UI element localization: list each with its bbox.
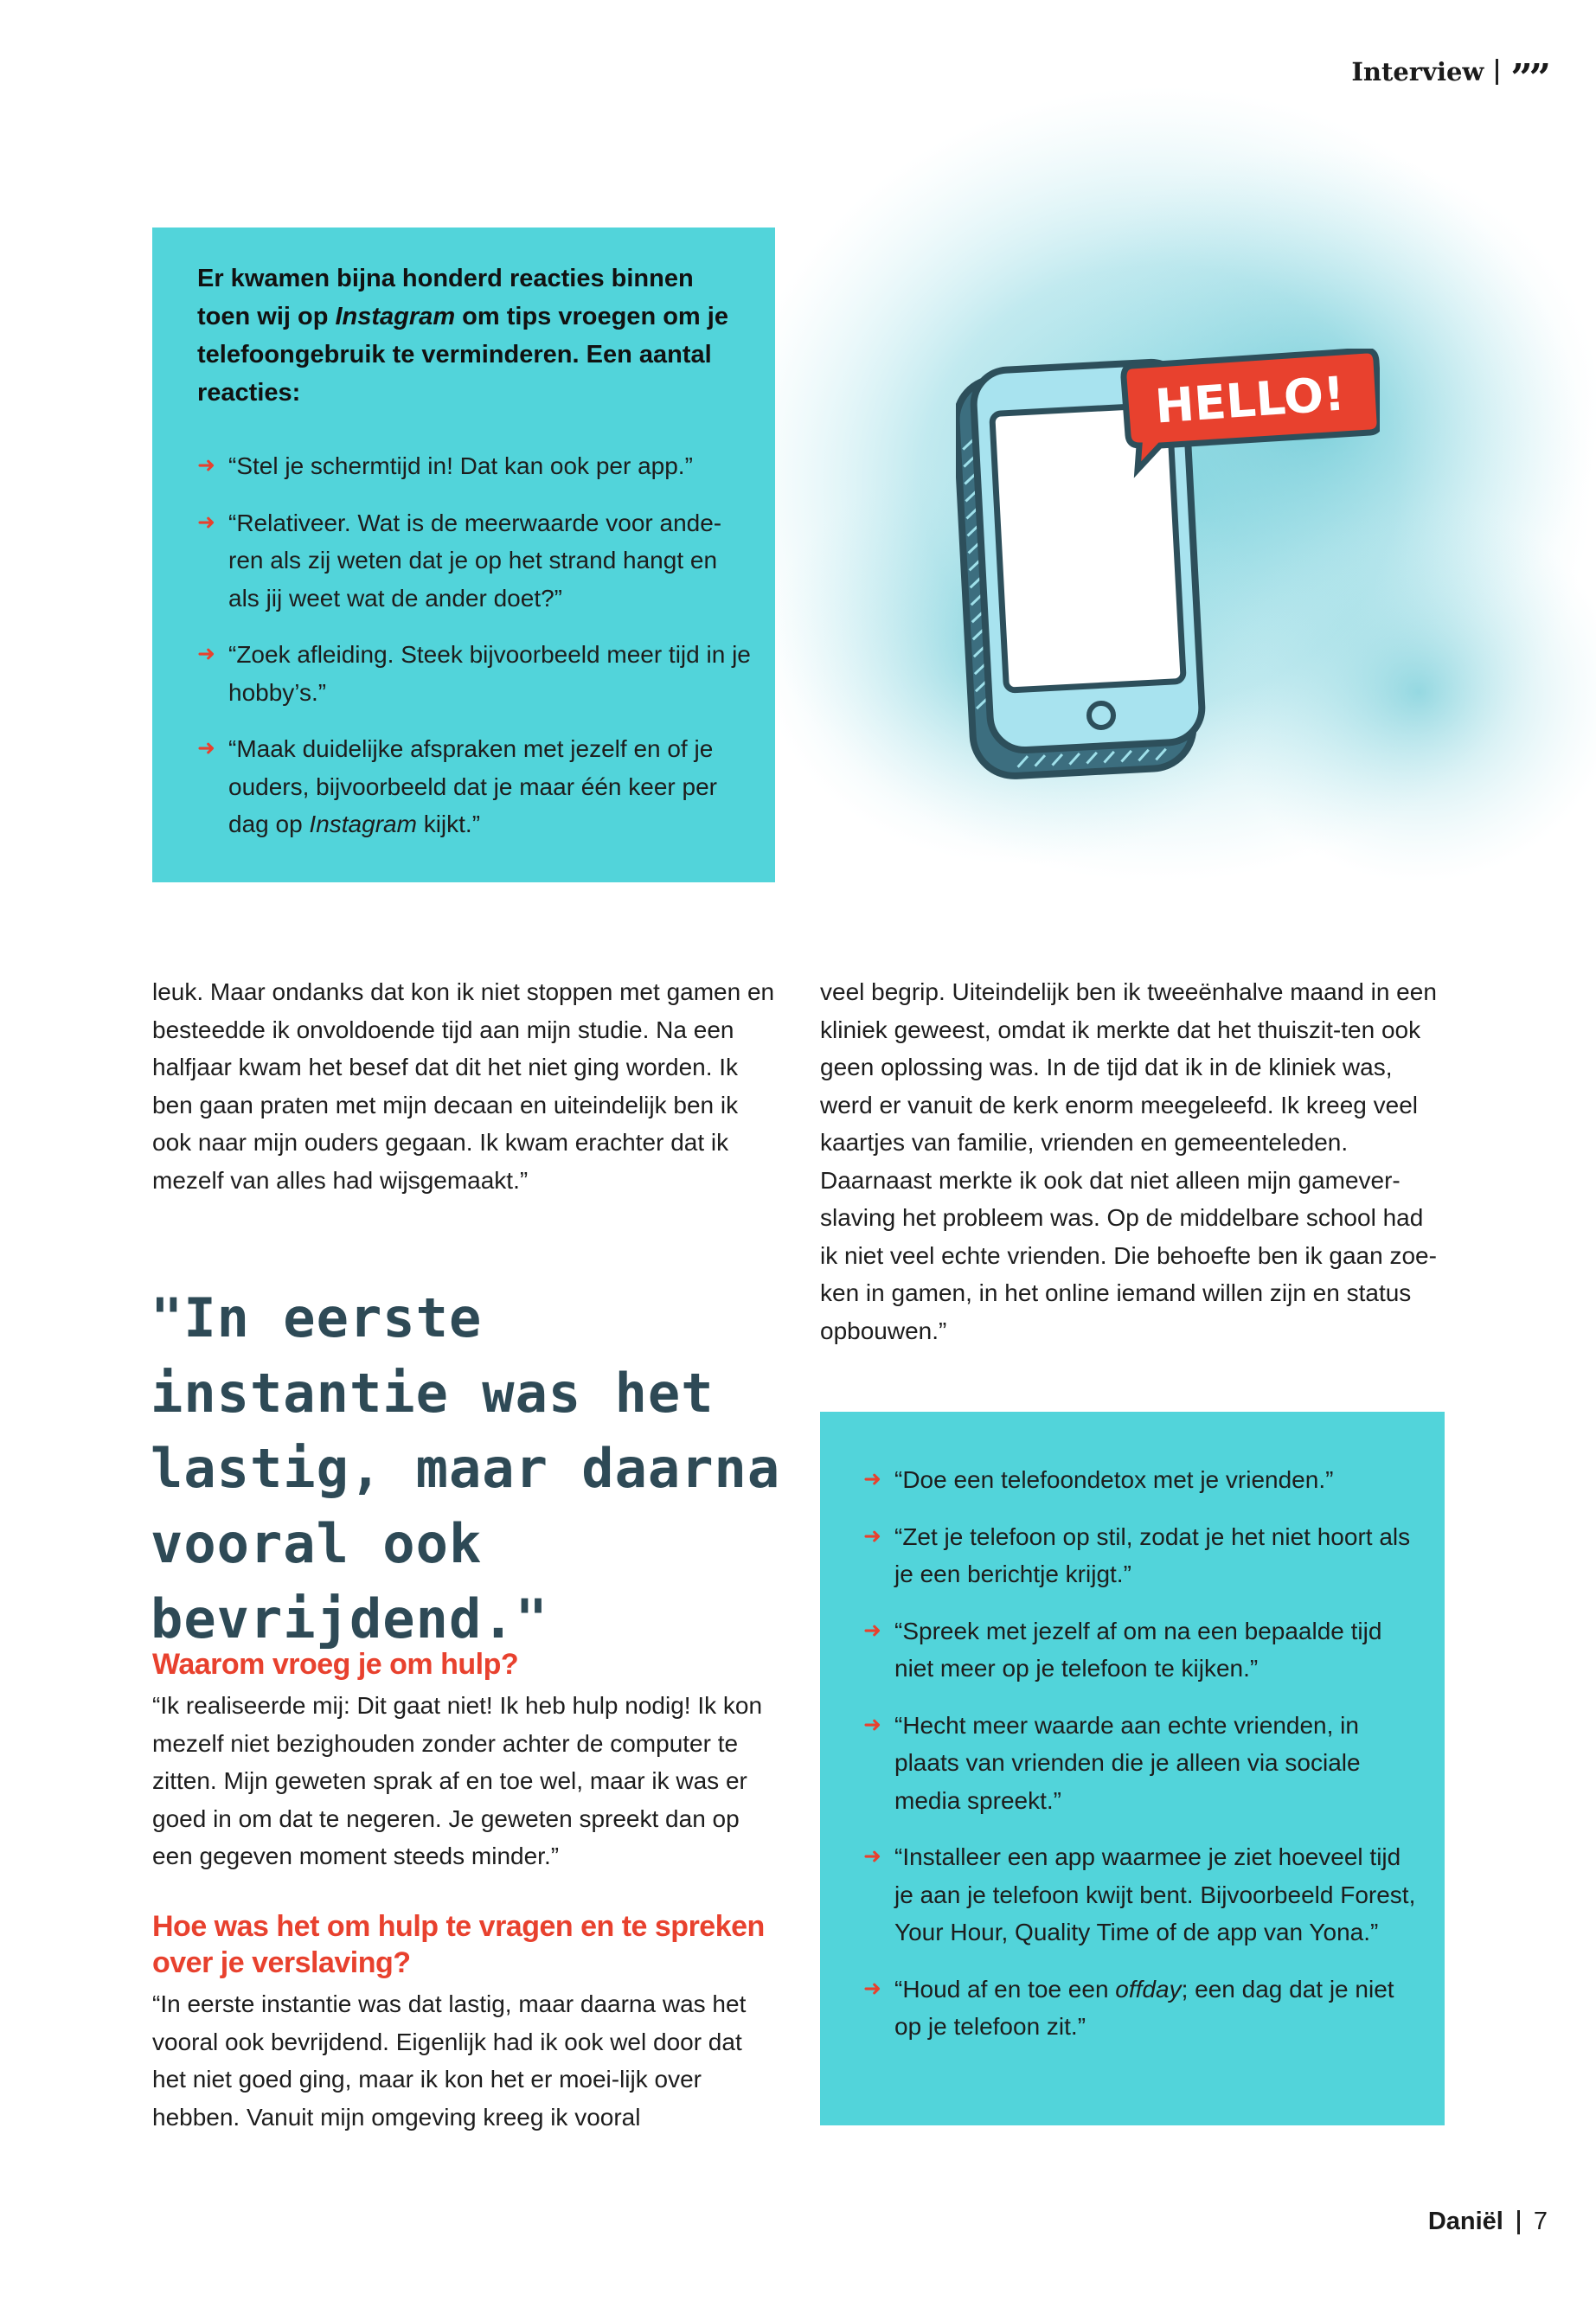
interview-question-2: Hoe was het om hulp te vragen en te spreken over je verslaving? — [152, 1910, 765, 1979]
header-divider — [1496, 59, 1498, 85]
phone-tips-list — [863, 1461, 1417, 2065]
article-column-left-top: leuk. Maar ondanks dat kon ik niet stoppen met gamen en besteedde ik onvoldoende tijd aan mijn studie. Na een halfjaar kwam het besef dat dit het niet ging worden. Ik ben gaan praten met mijn decaan en uiteindelijk ben ik ook naar mijn ouders gegaan. Ik kwam erachter dat ik mezelf van alles had wijsgemaakt.” — [152, 978, 775, 1194]
list-item: ➜ “Zoek afleiding. Steek bijvoorbeeld meer tijd in je hobby’s.” — [197, 636, 751, 711]
list-item: ➜ “Hecht meer waarde aan echte vrienden, in plaats van vrienden die je alleen via sociale media spreekt.” — [863, 1707, 1417, 1820]
interview-answer-2: “In eerste instantie was dat lastig, maar daarna was het vooral ook bevrijdend. Eigenlijk had ik ook wel door dat het niet goed ging, maar ik kon het er moei-lijk over hebben. Vanuit mijn omgeving kreeg ik vooral — [152, 1990, 747, 2131]
article-column-right-top: veel begrip. Uiteindelijk ben ik tweeënhalve maand in een kliniek geweest, omdat ik merkte dat het thuiszit-ten ook geen oplossing was. In de tijd dat ik in de kliniek was, werd er vanuit de kerk enorm meegeleefd. Ik kreeg veel kaartjes van familie, vrienden en gemeenteleden. Daarnaast merkte ik ook dat niet alleen mijn gamever-slaving het probleem was. Op de middelbare school had ik niet veel echte vrienden. Die behoefte ben ik gaan zoe-ken in gamen, in het online iemand willen zijn en status opbouwen.” — [820, 978, 1437, 1344]
section-header — [1351, 56, 1548, 100]
footer-divider — [1517, 2210, 1520, 2234]
list-item: ➜ “Zet je telefoon op stil, zodat je het niet hoort als je een berichtje krijgt.” — [863, 1518, 1417, 1593]
list-item: ➜ “Houd af en toe een offday; een dag dat je niet op je telefoon zit.” — [863, 1971, 1417, 2046]
list-item: ➜ “Maak duidelijke afspraken met jezelf en of je ouders, bijvoorbeeld dat je maar één keer per dag op Instagram kijkt.” — [197, 730, 751, 843]
page-footer — [1428, 2208, 1548, 2236]
interview-answer-1: “Ik realiseerde mij: Dit gaat niet! Ik heb hulp nodig! Ik kon mezelf niet bezighouden zonder achter de computer te zitten. Mijn geweten sprak af en toe wel, maar ik was er goed in om dat te negeren. Je geweten spreekt dan op een gegeven moment steeds minder.” — [152, 1692, 763, 1869]
bubble-text: HELLO! — [1153, 366, 1347, 434]
magazine-name: Daniël — [1427, 2208, 1503, 2235]
phone-hello-illustration — [956, 349, 1380, 781]
page-number: 7 — [1533, 2208, 1548, 2235]
section-title: Interview — [1351, 57, 1484, 87]
list-item: ➜ “Relativeer. Wat is de meerwaarde voor ande-ren als zij weten dat je op het strand hangt en als jij weet wat de ander doet?” — [197, 504, 751, 618]
interview-question-1: Waarom vroeg je om hulp? — [152, 1648, 519, 1681]
instagram-tips-list — [197, 447, 751, 862]
list-item: ➜ “Doe een telefoondetox met je vrienden.” — [863, 1461, 1417, 1499]
list-item: ➜ “Spreek met jezelf af om na een bepaalde tijd niet meer op je telefoon te kijken.” — [863, 1612, 1417, 1688]
pull-quote: "In eerste instantie was het lastig, maar daarna vooral ook bevrijdend." — [151, 1286, 781, 1650]
tips-box-intro: Er kwamen bijna honderd reacties binnen toen wij op Instagram om tips vroegen om je telefoongebruik te verminderen. Een aantal reacties: — [197, 265, 728, 407]
list-item: ➜ “Installeer een app waarmee je ziet hoeveel tijd je aan je telefoon kwijt bent. Bijvoorbeeld Forest, Your Hour, Quality Time of de app van Yona.” — [863, 1838, 1417, 1952]
list-item: ➜ “Stel je schermtijd in! Dat kan ook per app.” — [197, 447, 751, 485]
quote-marks-icon: ”” — [1510, 56, 1548, 100]
